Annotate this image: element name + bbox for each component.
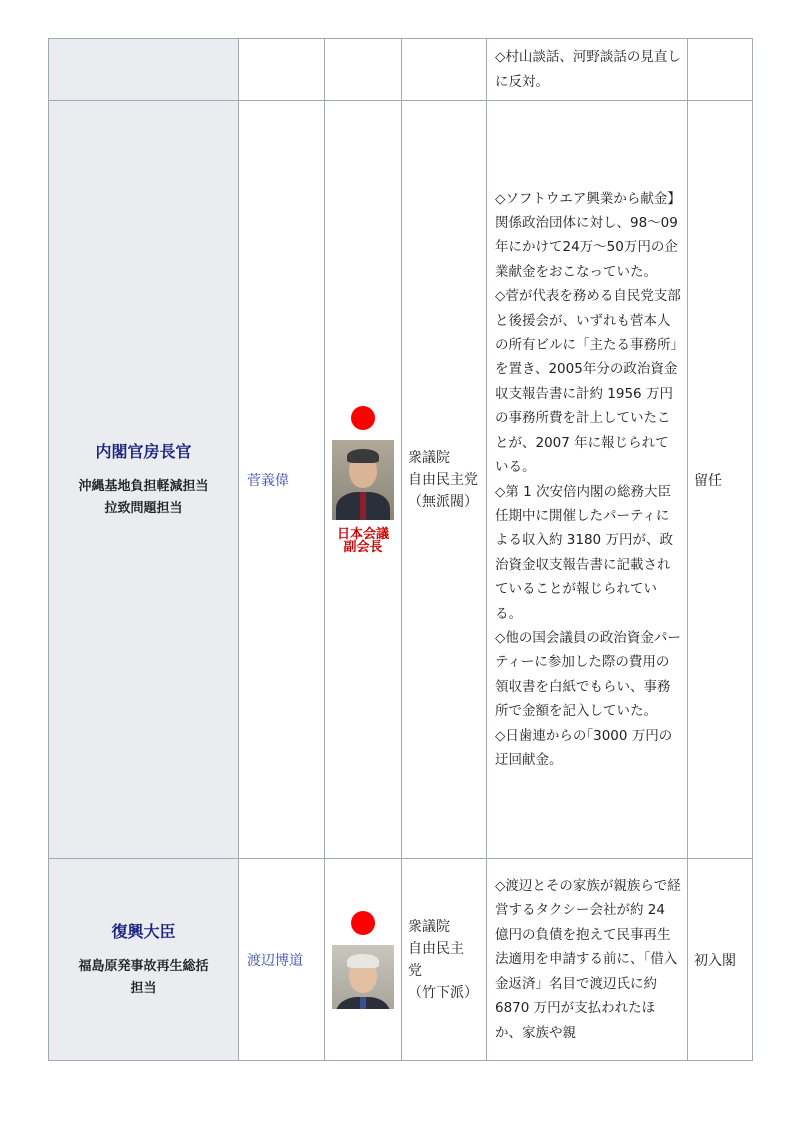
notes-cell (487, 859, 688, 1061)
note-text: ◇日歯連からの｢3000 万円の迂回献金。 (495, 727, 673, 768)
post-subtitle: 沖縄基地負担軽減担当 (78, 479, 209, 494)
note-text: ◇村山談話、河野談話の見直しに反対。 (495, 49, 681, 90)
party-label: 自由民主党 (408, 471, 478, 488)
post-cell (49, 39, 239, 101)
table-row (49, 39, 753, 101)
table-row (49, 859, 753, 1061)
minister-name-link[interactable]: 菅義偉 (247, 472, 289, 489)
name-cell (239, 39, 325, 101)
house-label: 衆議院 (408, 918, 450, 935)
post-title[interactable]: 内閣官房長官 (95, 442, 192, 461)
name-cell (239, 859, 325, 1061)
status-cell (688, 859, 753, 1061)
note-text: ◇ソフトウエア興業から献金】関係政治団体に対し、98～09年にかけて24万～50万円の企業献金をおこなっていた。 (495, 190, 681, 280)
red-dot-icon (351, 911, 375, 935)
affiliation-stamp: 日本会議 副会長 (336, 526, 389, 555)
party-cell (402, 39, 487, 101)
note-text: ◇他の国会議員の政治資金パーティーに参加した際の費用の領収書を白紙でもらい、事務所で金額を記入していた。 (495, 629, 681, 720)
faction-label: （竹下派） (408, 984, 478, 1001)
note-text: ◇菅が代表を務める自民党支部と後援会が、いずれも菅本人の所有ビルに「主たる事務所」を置き、2005年分の政治資金収支報告書に計約 1956 万円の事務所費を計上していたことが、2007 年に報じられている。 (495, 288, 681, 476)
faction-label: （無派閥） (408, 493, 478, 510)
party-label-cont: 党 (408, 962, 422, 979)
red-dot-icon (351, 406, 375, 430)
notes-cell (487, 101, 688, 859)
cabinet-table (48, 38, 753, 1061)
post-cell (49, 101, 239, 859)
photo-cell (325, 39, 402, 101)
photo-cell (325, 101, 402, 859)
post-title[interactable]: 復興大臣 (111, 922, 176, 941)
photo-cell (325, 859, 402, 1061)
status-cell (688, 39, 753, 101)
party-cell (402, 101, 487, 859)
status-text: 留任 (694, 472, 722, 489)
post-subtitle: 拉致問題担当 (104, 501, 183, 516)
table-row (49, 101, 753, 859)
minister-name-link[interactable]: 渡辺博道 (247, 952, 303, 969)
party-cell (402, 859, 487, 1061)
note-text: ◇第 1 次安倍内閣の総務大臣任期中に開催したパーティによる収入約 3180 万円が、政治資金収支報告書に記載されていることが報じられている。 (495, 483, 673, 622)
minister-portrait (332, 440, 394, 520)
house-label: 衆議院 (408, 449, 450, 466)
post-subtitle: 担当 (130, 981, 157, 996)
party-label: 自由民主 (408, 940, 464, 957)
minister-portrait (332, 945, 394, 1009)
name-cell (239, 101, 325, 859)
status-text: 初入閣 (694, 952, 736, 969)
status-cell (688, 101, 753, 859)
notes-cell (487, 39, 688, 101)
post-subtitle: 福島原発事故再生総括 (78, 959, 209, 974)
post-cell (49, 859, 239, 1061)
note-text: ◇渡辺とその家族が親族らで経営するタクシー会社が約 24 億円の負債を抱えて民事再生法適用を申請する前に、「借入金返済」名目で渡辺氏に約 6870 万円が支払われたほか、家族や親 (495, 878, 681, 1041)
